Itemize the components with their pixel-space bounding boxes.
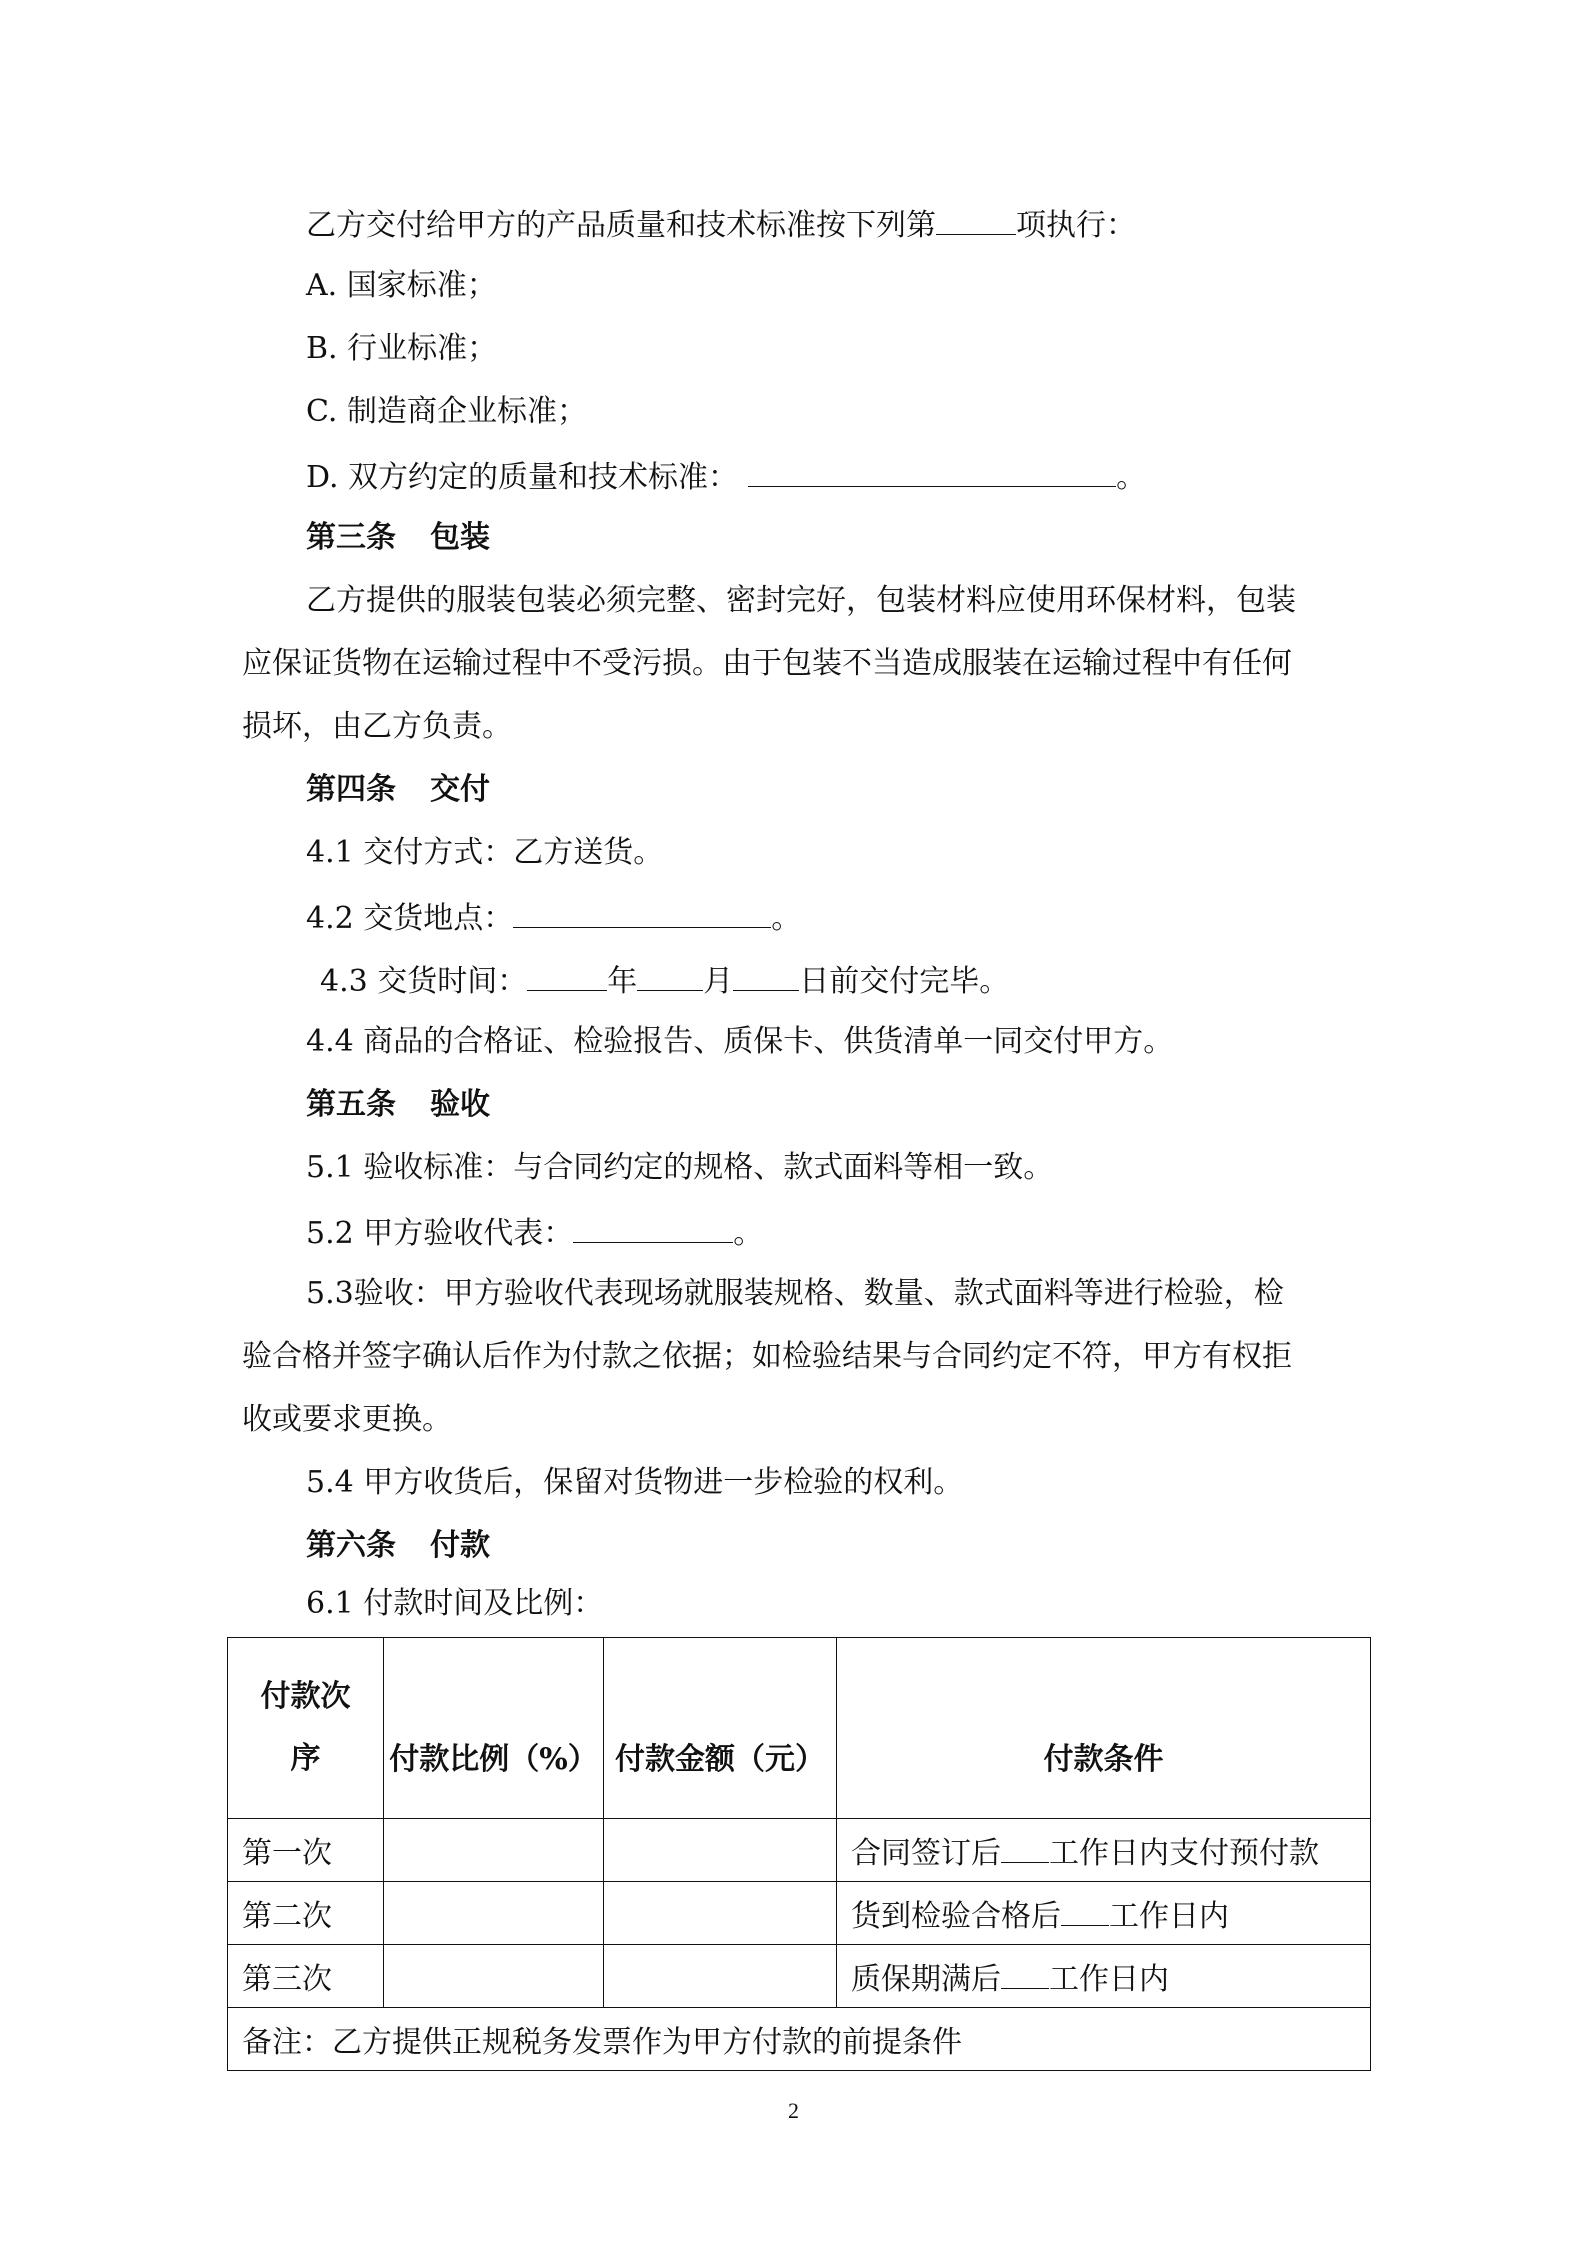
row-amount-cell[interactable] bbox=[604, 1945, 837, 2008]
workdays-blank[interactable] bbox=[1001, 1960, 1049, 1989]
quality-option-d bbox=[306, 458, 1146, 495]
article3-number: 第三条 bbox=[306, 520, 396, 555]
article5-number: 第五条 bbox=[306, 1087, 396, 1122]
article4-item3-year: 年 bbox=[607, 964, 638, 999]
article4-item4: 4.4 商品的合格证、检验报告、质保卡、供货清单一同交付甲方。 bbox=[306, 1024, 1174, 1059]
row-condition bbox=[837, 1882, 1371, 1945]
delivery-day-blank[interactable] bbox=[733, 962, 799, 991]
row-order: 第三次 bbox=[228, 1945, 384, 2008]
article4-item2-end: 。 bbox=[771, 901, 802, 936]
quality-intro-text: 乙方交付给甲方的产品质量和技术标准按下列第 bbox=[306, 208, 936, 243]
article3-para-line3: 损坏，由乙方负责。 bbox=[242, 709, 512, 744]
row-amount-cell[interactable] bbox=[604, 1819, 837, 1882]
row-condition-a: 货到检验合格后 bbox=[851, 1899, 1061, 1934]
article5-item3-line2: 验合格并签字确认后作为付款之依据；如检验结果与合同约定不符，甲方有权拒 bbox=[242, 1339, 1292, 1374]
header-ratio: 付款比例（%） bbox=[384, 1638, 604, 1819]
quality-option-blank[interactable] bbox=[936, 206, 1016, 235]
article5-item3-line1: 5.3验收：甲方验收代表现场就服装规格、数量、款式面料等进行检验，检 bbox=[306, 1276, 1284, 1311]
header-condition: 付款条件 bbox=[837, 1638, 1371, 1819]
article4-heading bbox=[306, 773, 490, 807]
header-order bbox=[228, 1638, 384, 1819]
table-row bbox=[228, 1819, 1371, 1882]
article6-title: 付款 bbox=[430, 1528, 490, 1563]
quality-option-b: B. 行业标准； bbox=[306, 331, 498, 366]
article5-item2 bbox=[306, 1214, 763, 1251]
article5-heading bbox=[306, 1088, 490, 1122]
article5-item1: 5.1 验收标准：与合同约定的规格、款式面料等相一致。 bbox=[306, 1150, 1054, 1185]
row-order: 第二次 bbox=[228, 1882, 384, 1945]
inspection-representative-blank[interactable] bbox=[573, 1214, 733, 1243]
article3-para-line1: 乙方提供的服装包装必须完整、密封完好，包装材料应使用环保材料，包装 bbox=[306, 583, 1296, 618]
row-ratio-cell[interactable] bbox=[384, 1945, 604, 2008]
delivery-place-blank[interactable] bbox=[513, 899, 771, 928]
row-condition-a: 质保期满后 bbox=[851, 1962, 1001, 1997]
row-condition-b: 工作日内 bbox=[1049, 1962, 1169, 1997]
quality-standard-blank[interactable] bbox=[748, 458, 1116, 487]
article5-item3-line3: 收或要求更换。 bbox=[242, 1402, 452, 1437]
table-row bbox=[228, 1882, 1371, 1945]
delivery-year-blank[interactable] bbox=[527, 962, 607, 991]
table-note-row bbox=[228, 2008, 1371, 2071]
quality-option-d-end: 。 bbox=[1116, 460, 1147, 495]
article5-item4: 5.4 甲方收货后，保留对货物进一步检验的权利。 bbox=[306, 1465, 964, 1500]
header-amount: 付款金额（元） bbox=[604, 1638, 837, 1819]
quality-option-a: A. 国家标准； bbox=[306, 268, 497, 303]
header-order-line2: 序 bbox=[290, 1741, 321, 1776]
quality-intro-end: 项执行： bbox=[1016, 208, 1136, 243]
row-condition bbox=[837, 1945, 1371, 2008]
row-condition-b: 工作日内支付预付款 bbox=[1049, 1836, 1319, 1871]
quality-option-c: C. 制造商企业标准； bbox=[306, 394, 587, 429]
article3-title: 包装 bbox=[430, 520, 490, 555]
delivery-month-blank[interactable] bbox=[637, 962, 703, 991]
article4-item2 bbox=[306, 899, 801, 936]
workdays-blank[interactable] bbox=[1001, 1834, 1049, 1863]
article4-item3 bbox=[320, 962, 1009, 999]
article4-number: 第四条 bbox=[306, 772, 396, 807]
header-order-line1: 付款次 bbox=[260, 1679, 351, 1714]
payment-table bbox=[227, 1637, 1371, 2071]
quality-intro bbox=[306, 206, 1136, 243]
row-ratio-cell[interactable] bbox=[384, 1882, 604, 1945]
article4-item3-month: 月 bbox=[703, 964, 734, 999]
row-condition-b: 工作日内 bbox=[1109, 1899, 1229, 1934]
row-condition-a: 合同签订后 bbox=[851, 1836, 1001, 1871]
article4-title: 交付 bbox=[430, 772, 490, 807]
quality-option-d-text: D. 双方约定的质量和技术标准： bbox=[306, 460, 739, 495]
article3-para-line2: 应保证货物在运输过程中不受污损。由于包装不当造成服装在运输过程中有任何 bbox=[242, 646, 1292, 681]
article5-title: 验收 bbox=[430, 1087, 490, 1122]
workdays-blank[interactable] bbox=[1061, 1897, 1109, 1926]
article6-heading bbox=[306, 1529, 490, 1563]
article4-item2-label: 4.2 交货地点： bbox=[306, 901, 514, 936]
article5-item2-end: 。 bbox=[733, 1216, 764, 1251]
article4-item3-tail: 日前交付完毕。 bbox=[799, 964, 1010, 999]
article5-item2-label: 5.2 甲方验收代表： bbox=[306, 1216, 574, 1251]
row-condition bbox=[837, 1819, 1371, 1882]
article6-number: 第六条 bbox=[306, 1528, 396, 1563]
page-number: 2 bbox=[788, 2098, 799, 2123]
row-order: 第一次 bbox=[228, 1819, 384, 1882]
row-amount-cell[interactable] bbox=[604, 1882, 837, 1945]
article3-heading bbox=[306, 521, 490, 555]
row-ratio-cell[interactable] bbox=[384, 1819, 604, 1882]
article4-item3-label: 4.3 交货时间： bbox=[320, 964, 528, 999]
article4-item1: 4.1 交付方式：乙方送货。 bbox=[306, 835, 664, 870]
article6-item1: 6.1 付款时间及比例： bbox=[306, 1586, 604, 1621]
payment-table-header-row bbox=[228, 1638, 1371, 1819]
table-row bbox=[228, 1945, 1371, 2008]
payment-note: 备注：乙方提供正规税务发票作为甲方付款的前提条件 bbox=[228, 2008, 1371, 2071]
